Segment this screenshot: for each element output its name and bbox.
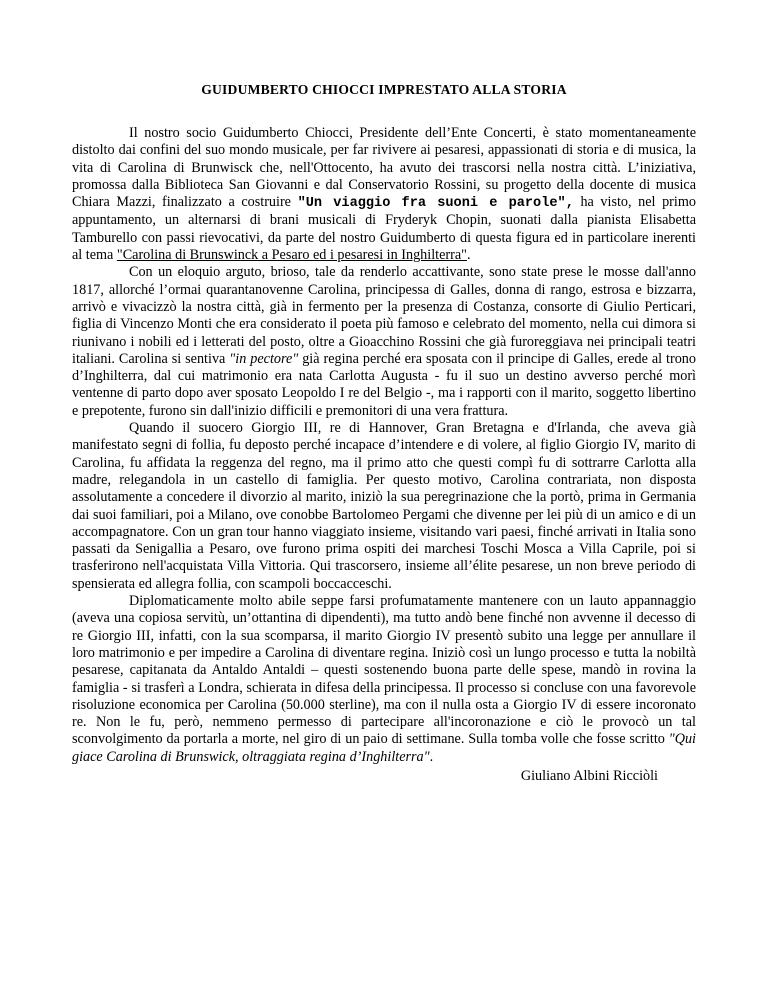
paragraph-1 xyxy=(72,125,696,264)
author-signature: Giuliano Albini Ricciòli xyxy=(520,767,658,784)
p4-text-c: . xyxy=(429,748,434,765)
article-body xyxy=(72,125,696,785)
paragraph-2 xyxy=(72,264,696,420)
document-title: GUIDUMBERTO CHIOCCI IMPRESTATO ALLA STORIA xyxy=(201,82,567,97)
p1-bold-title: "Un viaggio fra suoni e parole", xyxy=(297,196,574,212)
p4-italic-epitaph: "Qui giace Carolina di Brunswick, oltraggiata regina d’Inghilterra" xyxy=(72,731,696,765)
p2-italic-phrase: "in pectore" xyxy=(229,350,299,367)
p1-text-e: . xyxy=(466,247,471,264)
p2-text-c: già regina perché era sposata con il principe di Galles, erede al trono d’Inghilterra, dal cui matrimonio era nata Carlotta Augusta - fu il suo un destino avverso perché morì ventenne di parto dopo aver sposato Leopoldo I re del Belgio -, ma i rapporti con il marito, soggetto libertino e prepotente, furono sin dall'inizio difficili e premonitori di una vera frattura. xyxy=(72,350,696,419)
p1-underlined-theme: "Carolina di Brunswinck a Pesaro ed i pesaresi in Inghilterra" xyxy=(116,247,467,264)
p1-text-a: Il nostro socio Guidumberto Chiocci, Presidente dell’Ente Concerti, è stato momentaneamente distolto dai confini del suo mondo musicale, per far rivivere ai pesaresi, appassionati di storia e di musica, la vita di Carolina di Brunwisck che, nell'Ottocento, ha avuto dei trascorsi nella nostra città. L’iniziativa, promossa dalla Biblioteca San Giovanni e dal Conservatorio Rossini, su progetto della docente di musica Chiara Mazzi, finalizzato a costruire xyxy=(72,125,696,211)
p2-text-a: Con un eloquio arguto, brioso, tale da renderlo accattivante, sono state prese le mosse dall'anno 1817, allorché l’ormai quarantanovenne Carolina, principessa di Galles, donna di rango, estrosa e bizzarra, arrivò e vivacizzò la nostra città, già in fermento per la presenza di Costanza, consorte di Giulio Perticari, figlia di Vincenzo Monti che era considerato il poeta più famoso e celebrato del momento, nella cui dimora si riunivano i nobili ed i letterati del posto, oltre a Gioacchino Rossini che già furoreggiava nei principali teatri italiani. Carolina si sentiva xyxy=(72,264,696,367)
p1-text-c: ha visto, nel primo appuntamento, un alternarsi di brani musicali di Fryderyk Chopin, suonati dalla pianista Elisabetta Tamburello con passi rievocativi, da parte del nostro Guidumberto di questa figura ed in particolare inerenti al tema xyxy=(72,194,696,264)
paragraph-4 xyxy=(72,593,696,766)
paragraph-3: Quando il suocero Giorgio III, re di Hannover, Gran Bretagna e d'Irlanda, che aveva già manifestato segni di follia, fu deposto perché incapace d’intendere e di volere, al figlio Giorgio IV, marito di Carolina, fu affidata la reggenza del regno, ma il primo atto che questi compì fu di sottrarre Carlotta alla madre, relegandola in un castello di famiglia. Per questo motivo, Carolina contrariata, non disposta assolutamente a concedere il divorzio al marito, iniziò la sua peregrinazione che la portò, prima in Germania dai suoi familiari, poi a Milano, ove conobbe Bartolomeo Pergami che divenne per lei più di un amico e di un accompagnatore. Con un gran tour hanno viaggiato insieme, visitando vari paesi, finché arrivati in Italia sono passati da Senigallia a Pesaro, ove furono prima ospiti dei marchesi Toschi Mosca a Villa Caprile, poi si trasferirono nell'acquistata Villa Vittoria. Qui trascorsero, insieme all’élite pesarese, un non breve periodo di spensierata ed allegra follia, con scampoli boccacceschi. xyxy=(72,420,696,592)
p4-text-a: Diplomaticamente molto abile seppe farsi profumatamente mantenere con un lauto appannaggio (aveva una copiosa servitù, un’ottantina di dipendenti), ma tutto andò bene finché non avvenne il decesso di re Giorgio III, infatti, con la sua scomparsa, il marito Giorgio IV presentò subito una legge per annullare il loro matrimonio e per impedire a Carolina di diventare regina. Iniziò così un lungo processo e tutta la nobiltà pesarese, capitanata da Antaldo Antaldi – questi sostenendo buona parte delle spese, mandò in rovina la famiglia - si trasferì a Londra, schierata in difesa della principessa. Il processo si concluse con una favorevole risoluzione economica per Carolina (50.000 sterline), ma con il nulla osta a Giorgio IV di essere incoronato re. Non le fu, però, nemmeno permesso di partecipare all'incoronazione e ciò le provocò un tal sconvolgimento da portarla a morte, nel giro di un paio di settimane. Sulla tomba volle che fosse scritto xyxy=(72,593,696,748)
